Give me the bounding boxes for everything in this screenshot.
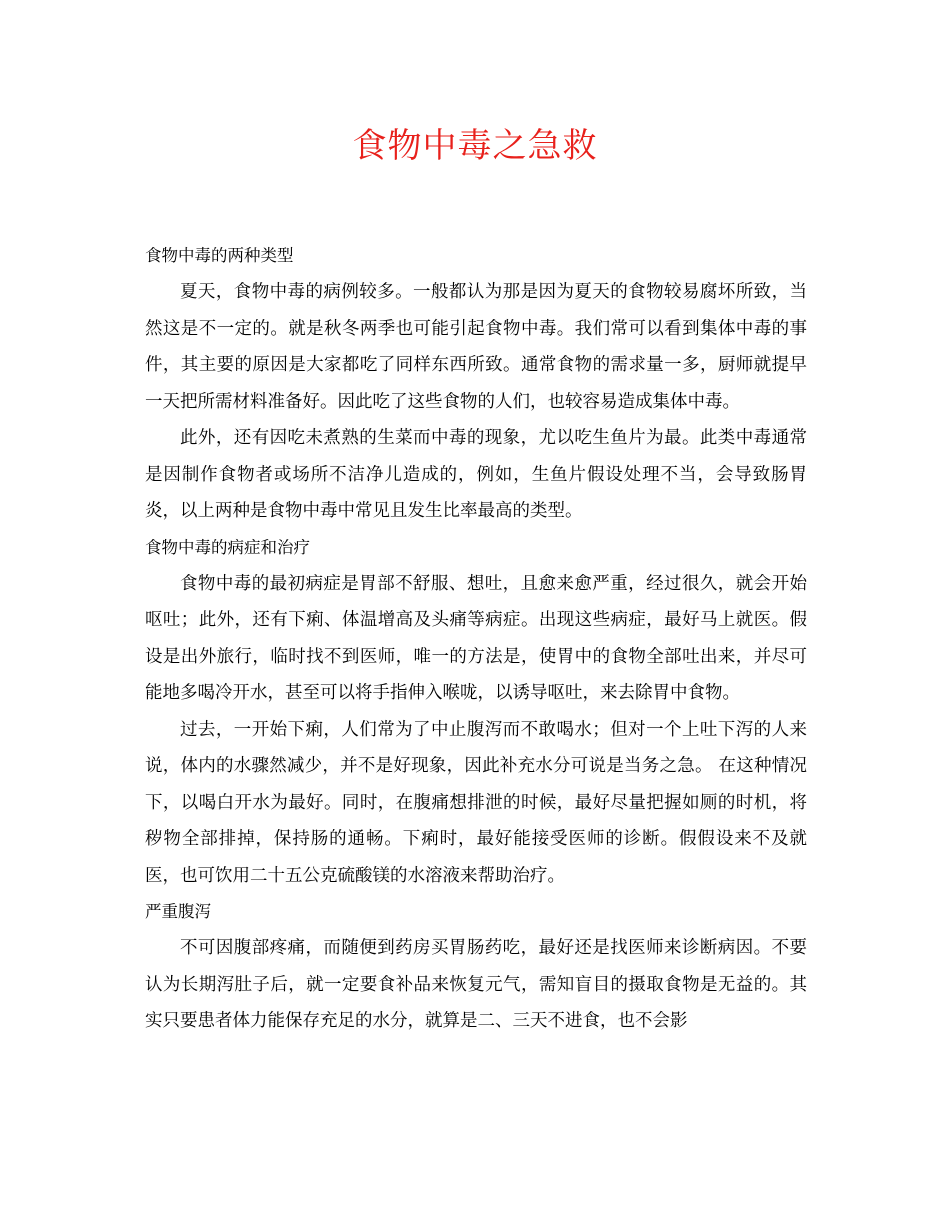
section-heading: 食物中毒的病症和治疗 [145, 537, 310, 557]
paragraph: 不可因腹部疼痛，而随便到药房买胃肠药吃，最好还是找医师来诊断病因。不要认为长期泻肚子后，就一定要食补品来恢复元气，需知盲目的摄取食物是无益的。其实只要患者体力能保存充足的水分，就算是二、三天不进食，也不会影 [145, 938, 807, 1031]
paragraph: 夏天，食物中毒的病例较多。一般都认为那是因为夏天的食物较易腐坏所致，当然这是不一定的。就是秋冬两季也可能引起食物中毒。我们常可以看到集体中毒的事件，其主要的原因是大家都吃了同样东西所致。通常食物的需求量一多，厨师就提早一天把所需材料准备好。因此吃了这些食物的人们，也较容易造成集体中毒。 [145, 282, 807, 412]
paragraph: 过去，一开始下痢，人们常为了中止腹泻而不敢喝水；但对一个上吐下泻的人来说，体内的水骤然减少，并不是好现象，因此补充水分可说是当务之急。 在这种情况下，以喝白开水为最好。同时，在腹痛想排泄的时候，最好尽量把握如厕的时机，将秽物全部排掉，保持肠的通畅。下痢时，最好能接受医师的诊断。假假设来不及就医，也可饮用二十五公克硫酸镁的水溶液来帮助治疗。 [145, 719, 807, 886]
paragraph: 此外，还有因吃未煮熟的生菜而中毒的现象，尤以吃生鱼片为最。此类中毒通常是因制作食物者或场所不洁净儿造成的，例如，生鱼片假设处理不当，会导致肠胃炎，以上两种是食物中毒中常见且发生比率最高的类型。 [145, 428, 807, 521]
section-heading: 严重腹泻 [145, 902, 211, 921]
document-body [145, 238, 807, 1040]
section-heading: 食物中毒的两种类型 [145, 246, 294, 265]
document-title: 食物中毒之急救 [352, 126, 598, 166]
paragraph: 食物中毒的最初病症是胃部不舒服、想吐，且愈来愈严重，经过很久，就会开始呕吐；此外，还有下痢、体温增高及头痛等病症。出现这些病症，最好马上就医。假设是出外旅行，临时找不到医师，唯一的方法是，使胃中的食物全部吐出来，并尽可能地多喝冷开水，甚至可以将手指伸入喉咙，以诱导呕吐，来去除胃中食物。 [145, 573, 807, 703]
